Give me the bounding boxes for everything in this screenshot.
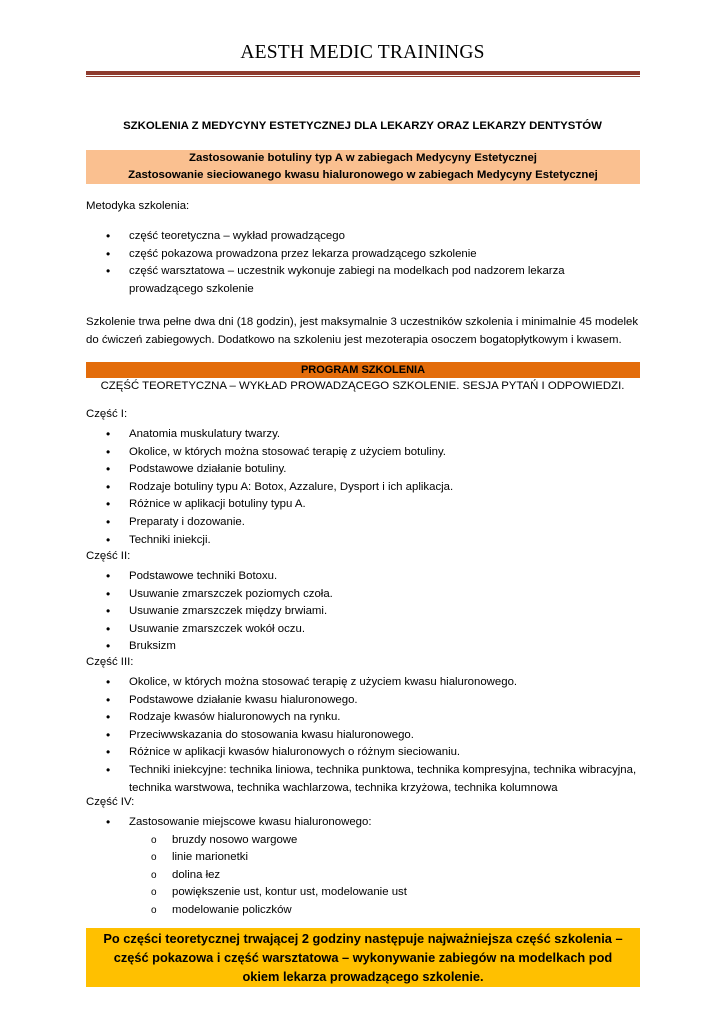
part-1-list <box>86 426 646 549</box>
list-item: • Podstawowe techniki Botoxu. <box>86 568 646 586</box>
list-item: • Przeciwwskazania do stosowania kwasu hialuronowego. <box>86 727 646 745</box>
list-item: • Rodzaje botuliny typu A: Botox, Azzalure, Dysport i ich aplikacja. <box>86 479 646 497</box>
sub-list-item: o modelowanie policzków <box>129 902 646 920</box>
sub-list-item: o dolina łez <box>129 867 646 885</box>
part-label: Część III: <box>86 656 134 668</box>
list-item: • Usuwanie zmarszczek wokół oczu. <box>86 621 646 639</box>
list-item: • Techniki iniekcji. <box>86 532 646 550</box>
topic-botulinum: Zastosowanie botuliny typ A w zabiegach Medycyny Estetycznej <box>189 152 537 164</box>
part-3-list <box>86 674 646 797</box>
list-item: • część pokazowa prowadzona przez lekarza prowadzącego szkolenie <box>86 246 646 264</box>
list-item: • Preparaty i dozowanie. <box>86 514 646 532</box>
list-item: • Usuwanie zmarszczek między brwiami. <box>86 603 646 621</box>
list-item: • Podstawowe działanie botuliny. <box>86 461 646 479</box>
list-item: • część warsztatowa – uczestnik wykonuje zabiegi na modelkach pod nadzorem lekarza prowadzącego szkolenie <box>86 263 646 298</box>
list-item: • Rodzaje kwasów hialuronowych na rynku. <box>86 709 646 727</box>
topics-box <box>86 150 640 184</box>
page-header-title: AESTH MEDIC TRAININGS <box>240 42 485 63</box>
part-4-sublist <box>129 832 646 920</box>
list-item: • Okolice, w których można stosować terapię z użyciem kwasu hialuronowego. <box>86 674 646 692</box>
sub-list-item: o linie marionetki <box>129 849 646 867</box>
main-heading: SZKOLENIA Z MEDYCYNY ESTETYCZNEJ DLA LEKARZY ORAZ LEKARZY DENTYSTÓW <box>123 120 602 132</box>
bottom-note-box <box>86 928 640 987</box>
program-subtitle: CZĘŚĆ TEORETYCZNA – WYKŁAD PROWADZĄCEGO SZKOLENIE. SESJA PYTAŃ I ODPOWIEDZI. <box>100 380 625 392</box>
part-4-list <box>86 814 646 920</box>
list-item: • Techniki iniekcyjne: technika liniowa, technika punktowa, technika kompresyjna, technika wibracyjna, technika warstwowa, technika wachlarzowa, technika krzyżowa, technika kolumnowa <box>86 762 646 797</box>
list-item: • Usuwanie zmarszczek poziomych czoła. <box>86 586 646 604</box>
list-item: • Anatomia muskulatury twarzy. <box>86 426 646 444</box>
part-2-list <box>86 568 646 656</box>
list-item: • część teoretyczna – wykład prowadzącego <box>86 228 646 246</box>
part-label: Część II: <box>86 550 131 562</box>
list-item: • Różnice w aplikacji botuliny typu A. <box>86 496 646 514</box>
sub-list-item: o powiększenie ust, kontur ust, modelowanie ust <box>129 884 646 902</box>
program-title-bar: PROGRAM SZKOLENIA <box>86 362 640 378</box>
training-description: Szkolenie trwa pełne dwa dni (18 godzin), jest maksymalnie 3 uczestników szkolenia i minimalnie 45 modelek do ćwiczeń zabiegowych. Dodatkowo na szkoleniu jest mezoterapia osoczem bogatopłytkowym i kwasem. <box>86 316 639 346</box>
methodology-list <box>86 228 646 298</box>
sub-list-item: o bruzdy nosowo wargowe <box>129 832 646 850</box>
topic-hyaluronic: Zastosowanie sieciowanego kwasu hialuronowego w zabiegach Medycyny Estetycznej <box>128 169 598 181</box>
header-rule <box>86 71 640 75</box>
part-label: Część IV: <box>86 796 135 808</box>
list-item <box>86 814 646 920</box>
list-item-text: Zastosowanie miejscowe kwasu hialuronowego: <box>129 816 372 828</box>
list-item: • Różnice w aplikacji kwasów hialuronowych o różnym sieciowaniu. <box>86 744 646 762</box>
list-item: • Bruksizm <box>86 638 646 656</box>
list-item: • Podstawowe działanie kwasu hialuronowego. <box>86 692 646 710</box>
header-rule-thin <box>86 76 640 77</box>
list-item: • Okolice, w których można stosować terapię z użyciem botuliny. <box>86 444 646 462</box>
bottom-note-text: Po części teoretycznej trwającej 2 godziny następuje najważniejsza część szkolenia – część pokazowa i część warsztatowa – wykonywanie zabiegów na modelkach pod okiem lekarza prowadzącego szkolenie. <box>103 931 623 984</box>
part-label: Część I: <box>86 408 128 420</box>
methodology-label: Metodyka szkolenia: <box>86 200 190 212</box>
